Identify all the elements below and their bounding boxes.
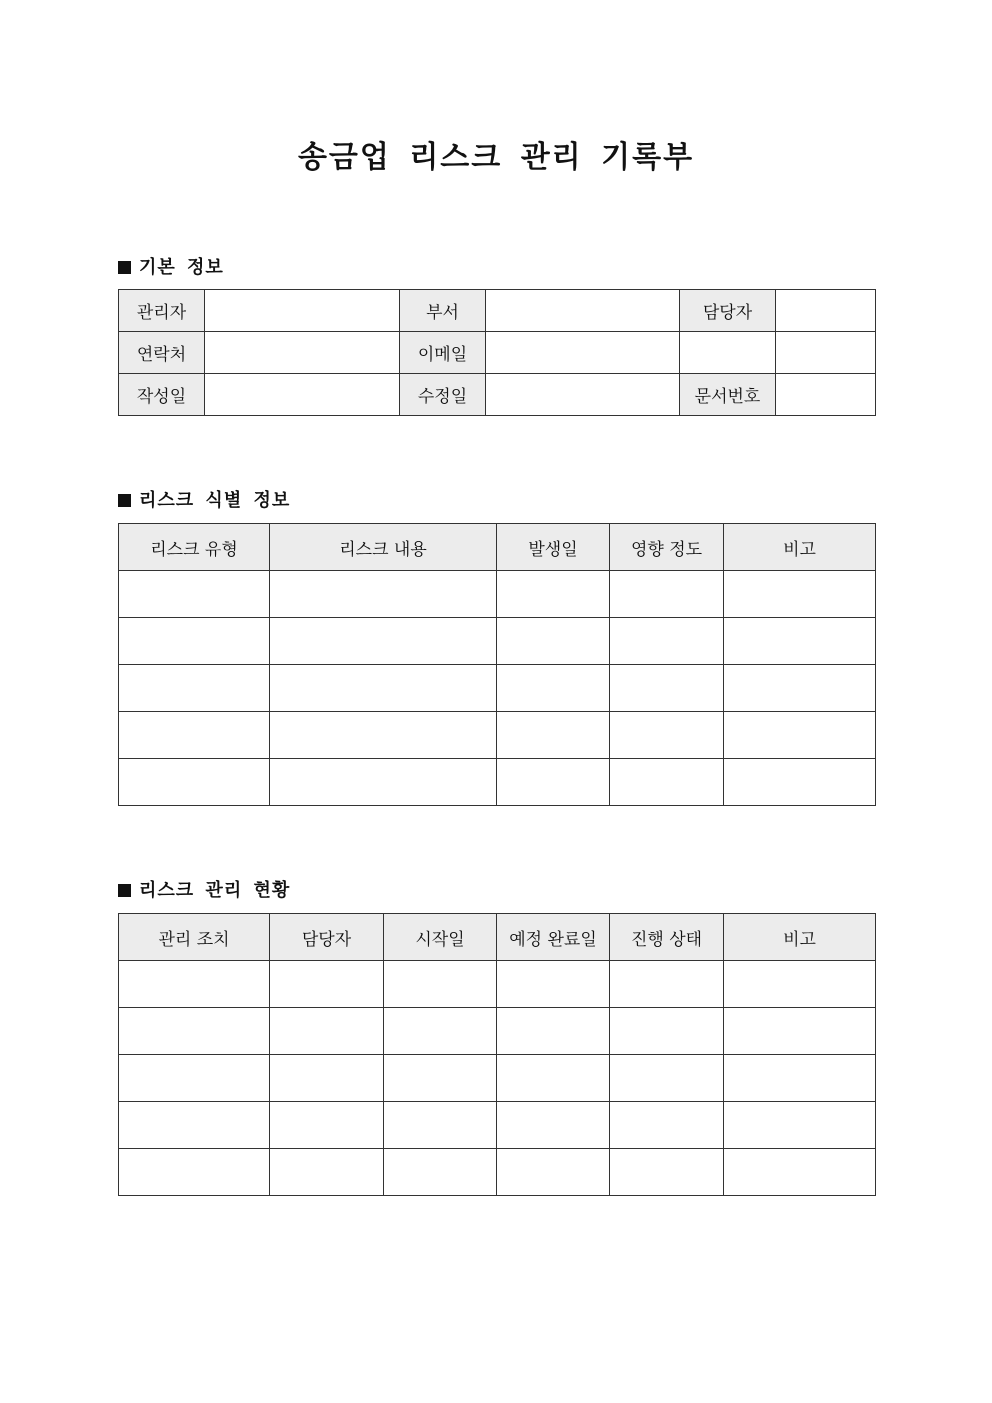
table-cell[interactable] bbox=[610, 665, 724, 712]
table-cell[interactable] bbox=[610, 1102, 724, 1149]
table-row bbox=[119, 712, 876, 759]
table-cell[interactable] bbox=[270, 1102, 384, 1149]
table-row bbox=[119, 759, 876, 806]
table-cell[interactable] bbox=[724, 712, 876, 759]
table-cell[interactable] bbox=[610, 712, 724, 759]
table-row bbox=[119, 290, 876, 332]
table-cell[interactable] bbox=[119, 1055, 270, 1102]
blank-cell[interactable] bbox=[776, 332, 876, 374]
basic-info-heading bbox=[118, 253, 224, 279]
table-cell[interactable] bbox=[610, 1008, 724, 1055]
contact-label: 연락처 bbox=[119, 332, 205, 374]
table-cell[interactable] bbox=[724, 759, 876, 806]
table-cell[interactable] bbox=[119, 1149, 270, 1196]
document-title: 송금업 리스크 관리 기록부 bbox=[297, 140, 695, 175]
table-cell[interactable] bbox=[610, 961, 724, 1008]
person-in-charge-label: 담당자 bbox=[680, 290, 776, 332]
table-cell[interactable] bbox=[724, 1102, 876, 1149]
table-cell[interactable] bbox=[270, 618, 497, 665]
table-cell[interactable] bbox=[119, 961, 270, 1008]
document-number-field[interactable] bbox=[776, 374, 876, 416]
column-header: 영향 정도 bbox=[610, 524, 724, 571]
column-header: 비고 bbox=[724, 914, 876, 961]
table-cell[interactable] bbox=[610, 618, 724, 665]
column-header: 예정 완료일 bbox=[497, 914, 610, 961]
table-cell[interactable] bbox=[270, 759, 497, 806]
table-cell[interactable] bbox=[384, 1102, 497, 1149]
table-cell[interactable] bbox=[724, 961, 876, 1008]
table-cell[interactable] bbox=[724, 1008, 876, 1055]
table-cell[interactable] bbox=[384, 1008, 497, 1055]
table-cell[interactable] bbox=[497, 1102, 610, 1149]
column-header: 진행 상태 bbox=[610, 914, 724, 961]
table-cell[interactable] bbox=[119, 759, 270, 806]
table-cell[interactable] bbox=[497, 712, 610, 759]
table-row bbox=[119, 961, 876, 1008]
table-cell[interactable] bbox=[497, 1149, 610, 1196]
modified-date-field[interactable] bbox=[486, 374, 680, 416]
person-in-charge-field[interactable] bbox=[776, 290, 876, 332]
table-cell[interactable] bbox=[497, 961, 610, 1008]
table-cell[interactable] bbox=[724, 571, 876, 618]
table-cell[interactable] bbox=[119, 1102, 270, 1149]
table-cell[interactable] bbox=[497, 1008, 610, 1055]
risk-management-heading bbox=[118, 876, 290, 902]
table-cell[interactable] bbox=[497, 571, 610, 618]
risk-management-table bbox=[118, 913, 876, 1196]
column-header: 담당자 bbox=[270, 914, 384, 961]
department-label: 부서 bbox=[400, 290, 486, 332]
table-cell[interactable] bbox=[497, 1055, 610, 1102]
modified-date-label: 수정일 bbox=[400, 374, 486, 416]
risk-identification-heading-text: 리스크 식별 정보 bbox=[139, 490, 291, 511]
table-cell[interactable] bbox=[384, 961, 497, 1008]
column-header: 발생일 bbox=[497, 524, 610, 571]
created-date-label: 작성일 bbox=[119, 374, 205, 416]
table-row bbox=[119, 1008, 876, 1055]
table-header-row bbox=[119, 914, 876, 961]
column-header: 리스크 유형 bbox=[119, 524, 270, 571]
created-date-field[interactable] bbox=[205, 374, 400, 416]
table-cell[interactable] bbox=[119, 665, 270, 712]
table-cell[interactable] bbox=[497, 665, 610, 712]
table-cell[interactable] bbox=[270, 665, 497, 712]
email-field[interactable] bbox=[486, 332, 680, 374]
email-label: 이메일 bbox=[400, 332, 486, 374]
document-number-label: 문서번호 bbox=[680, 374, 776, 416]
manager-label: 관리자 bbox=[119, 290, 205, 332]
blank-cell[interactable] bbox=[680, 332, 776, 374]
table-cell[interactable] bbox=[270, 1149, 384, 1196]
table-cell[interactable] bbox=[270, 961, 384, 1008]
department-field[interactable] bbox=[486, 290, 680, 332]
column-header: 리스크 내용 bbox=[270, 524, 497, 571]
table-row bbox=[119, 618, 876, 665]
table-cell[interactable] bbox=[724, 1149, 876, 1196]
table-cell[interactable] bbox=[610, 759, 724, 806]
contact-field[interactable] bbox=[205, 332, 400, 374]
table-cell[interactable] bbox=[384, 1055, 497, 1102]
table-cell[interactable] bbox=[270, 1055, 384, 1102]
table-row bbox=[119, 1102, 876, 1149]
table-cell[interactable] bbox=[384, 1149, 497, 1196]
basic-info-heading-text: 기본 정보 bbox=[139, 257, 224, 278]
table-header-row bbox=[119, 524, 876, 571]
manager-field[interactable] bbox=[205, 290, 400, 332]
basic-info-table bbox=[118, 289, 876, 416]
table-row bbox=[119, 1149, 876, 1196]
risk-management-heading-text: 리스크 관리 현황 bbox=[139, 880, 291, 901]
table-row bbox=[119, 665, 876, 712]
square-bullet-icon bbox=[118, 494, 131, 507]
table-row bbox=[119, 332, 876, 374]
table-cell[interactable] bbox=[610, 1055, 724, 1102]
table-cell[interactable] bbox=[497, 618, 610, 665]
table-cell[interactable] bbox=[270, 1008, 384, 1055]
table-cell[interactable] bbox=[724, 1055, 876, 1102]
table-row bbox=[119, 374, 876, 416]
table-cell[interactable] bbox=[270, 712, 497, 759]
risk-identification-table bbox=[118, 523, 876, 806]
table-cell[interactable] bbox=[270, 571, 497, 618]
table-cell[interactable] bbox=[724, 665, 876, 712]
table-cell[interactable] bbox=[724, 618, 876, 665]
risk-identification-heading bbox=[118, 486, 290, 512]
table-cell[interactable] bbox=[610, 1149, 724, 1196]
square-bullet-icon bbox=[118, 884, 131, 897]
table-cell[interactable] bbox=[119, 1008, 270, 1055]
column-header: 시작일 bbox=[384, 914, 497, 961]
table-cell[interactable] bbox=[119, 618, 270, 665]
square-bullet-icon bbox=[118, 261, 131, 274]
table-row bbox=[119, 571, 876, 618]
column-header: 관리 조치 bbox=[119, 914, 270, 961]
column-header: 비고 bbox=[724, 524, 876, 571]
table-cell[interactable] bbox=[119, 571, 270, 618]
table-cell[interactable] bbox=[497, 759, 610, 806]
table-row bbox=[119, 1055, 876, 1102]
table-cell[interactable] bbox=[610, 571, 724, 618]
table-cell[interactable] bbox=[119, 712, 270, 759]
